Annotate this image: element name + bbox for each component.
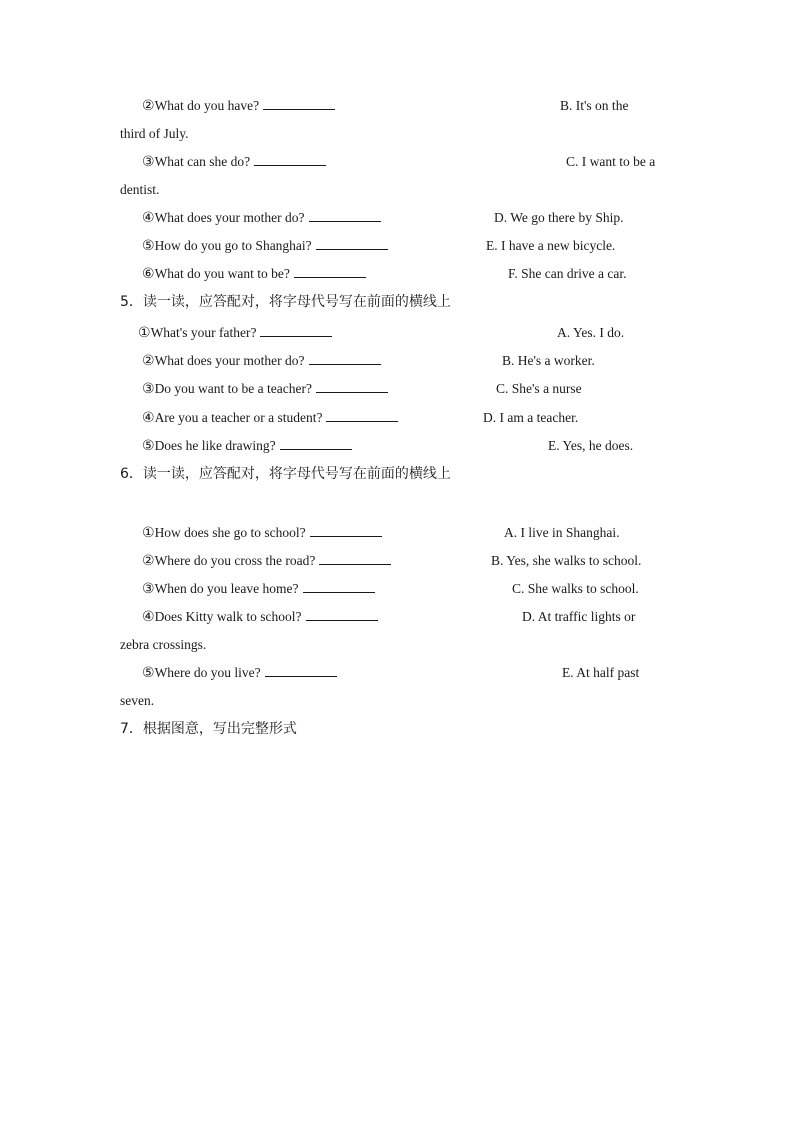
s6-item2-question [142, 552, 391, 570]
item-number: ⑤ [142, 438, 155, 454]
question-text: What's your father? [150, 325, 257, 340]
question-text: Does he like drawing? [154, 438, 276, 453]
item-number: ④ [142, 609, 155, 625]
question-text: How does she go to school? [154, 525, 306, 540]
s4-item4-question [142, 209, 381, 227]
question-text: What do you have? [154, 98, 260, 113]
answer-blank[interactable] [326, 409, 398, 422]
s5-item5-question [142, 437, 352, 455]
s6-item1-answer: A. I live in Shanghai. [504, 525, 620, 540]
item-number: ① [138, 325, 151, 341]
question-text: How do you go to Shanghai? [154, 238, 312, 253]
s6-item4-answer-cont: zebra crossings. [120, 637, 207, 652]
s5-item3-answer: C. She's a nurse [496, 381, 582, 396]
item-number: ② [142, 353, 155, 369]
item-number: ② [142, 98, 155, 114]
answer-blank[interactable] [280, 437, 352, 450]
answer-blank[interactable] [294, 265, 366, 278]
s4-item6-answer: F. She can drive a car. [508, 266, 627, 281]
question-text: Are you a teacher or a student? [154, 410, 323, 425]
s4-item3-answer-cont: dentist. [120, 182, 160, 197]
question-text: What do you want to be? [154, 266, 290, 281]
item-number: ② [142, 553, 155, 569]
question-text: Does Kitty walk to school? [154, 609, 302, 624]
s4-item6-question [142, 265, 366, 283]
item-number: ④ [142, 210, 155, 226]
s6-item3-question [142, 580, 375, 598]
s6-item3-answer: C. She walks to school. [512, 581, 639, 596]
s4-item2-answer-cont: third of July. [120, 126, 189, 141]
question-text: What can she do? [154, 154, 251, 169]
answer-blank[interactable] [319, 552, 391, 565]
question-text: Where do you live? [154, 665, 261, 680]
answer-blank[interactable] [309, 352, 381, 365]
answer-blank[interactable] [260, 324, 332, 337]
s5-item2-answer: B. He's a worker. [502, 353, 595, 368]
s6-item2-answer: B. Yes, she walks to school. [491, 553, 642, 568]
section7-heading: 7．根据图意，写出完整形式 [120, 721, 297, 737]
item-number: ⑥ [142, 266, 155, 282]
answer-blank[interactable] [316, 380, 388, 393]
item-number: ③ [142, 581, 155, 597]
s5-item2-question [142, 352, 381, 370]
s4-item2-answer: B. It's on the [560, 98, 629, 113]
answer-blank[interactable] [316, 237, 388, 250]
s6-item1-question [142, 524, 382, 542]
s6-item4-answer: D. At traffic lights or [522, 609, 636, 624]
s5-item1-question [138, 324, 332, 342]
section5-heading: 5．读一读，应答配对，将字母代号写在前面的横线上 [120, 294, 451, 310]
item-number: ③ [142, 154, 155, 170]
question-text: What does your mother do? [154, 353, 305, 368]
item-number: ③ [142, 381, 155, 397]
s4-item5-answer: E. I have a new bicycle. [486, 238, 616, 253]
answer-blank[interactable] [263, 97, 335, 110]
s5-item1-answer: A. Yes. I do. [557, 325, 625, 340]
question-text: Do you want to be a teacher? [154, 381, 312, 396]
item-number: ① [142, 525, 155, 541]
question-text: When do you leave home? [154, 581, 299, 596]
answer-blank[interactable] [303, 580, 375, 593]
s5-item4-answer: D. I am a teacher. [483, 410, 579, 425]
s4-item2-question [142, 97, 335, 115]
answer-blank[interactable] [265, 664, 337, 677]
item-number: ⑤ [142, 665, 155, 681]
s6-item5-answer-cont: seven. [120, 693, 155, 708]
s6-item5-answer: E. At half past [562, 665, 640, 680]
item-number: ⑤ [142, 238, 155, 254]
answer-blank[interactable] [306, 608, 378, 621]
question-text: Where do you cross the road? [154, 553, 316, 568]
s4-item5-question [142, 237, 388, 255]
s4-item3-question [142, 153, 326, 171]
answer-blank[interactable] [310, 524, 382, 537]
s4-item4-answer: D. We go there by Ship. [494, 210, 624, 225]
s4-item3-answer: C. I want to be a [566, 154, 656, 169]
s5-item4-question [142, 409, 398, 427]
s6-item5-question [142, 664, 337, 682]
answer-blank[interactable] [309, 209, 381, 222]
item-number: ④ [142, 410, 155, 426]
s6-item4-question [142, 608, 378, 626]
question-text: What does your mother do? [154, 210, 305, 225]
s5-item5-answer: E. Yes, he does. [548, 438, 634, 453]
answer-blank[interactable] [254, 153, 326, 166]
s5-item3-question [142, 380, 388, 398]
section6-heading: 6．读一读，应答配对，将字母代号写在前面的横线上 [120, 466, 451, 482]
